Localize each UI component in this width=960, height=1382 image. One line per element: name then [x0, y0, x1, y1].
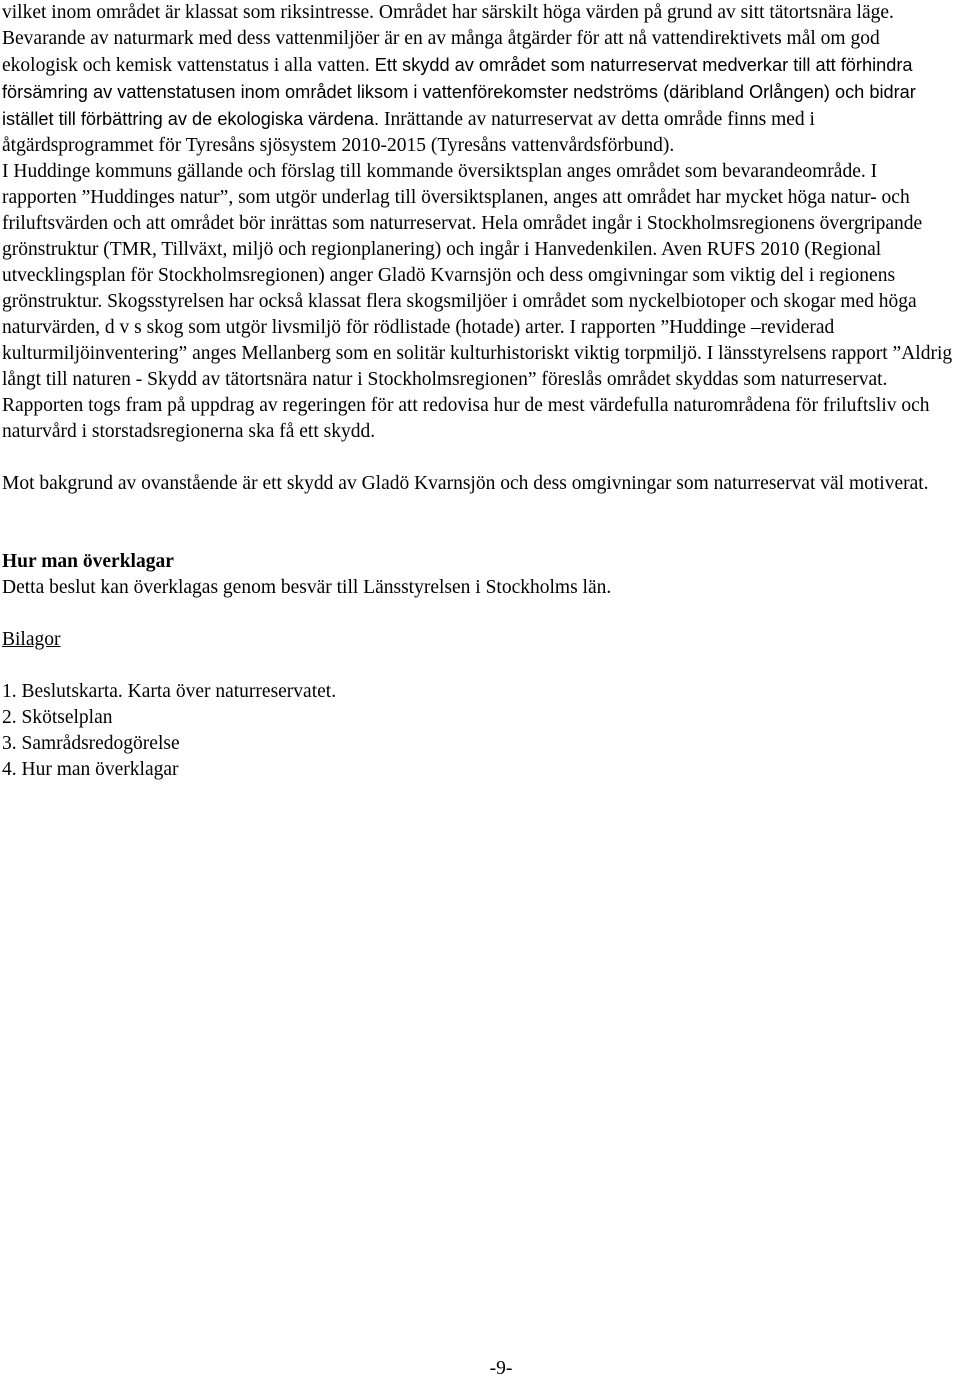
- paragraph-motivering: Mot bakgrund av ovanstående är ett skydd av Gladö Kvarnsjön och dess omgivningar som naturreservat väl motiverat.: [2, 473, 929, 494]
- paragraph-vattenmiljoer: [2, 26, 956, 159]
- page-number: -9-: [489, 1358, 513, 1379]
- document-page: [2, 0, 956, 783]
- appeal-heading: Hur man överklagar: [2, 551, 174, 572]
- attachment-item: 3. Samrådsredogörelse: [2, 733, 180, 754]
- paragraph-vattenmiljoer-lead: Bevarande av naturmark med dess vattenmiljöer är en av många åtgärder för att nå vattendirektivets mål om god ekologisk och kemisk vattenstatus i alla vatten.: [2, 28, 880, 76]
- attachment-item: 2. Skötselplan: [2, 707, 113, 728]
- attachments-heading: Bilagor: [2, 629, 61, 650]
- appeal-text: Detta beslut kan överklagas genom besvär till Länsstyrelsen i Stockholms län.: [2, 577, 612, 598]
- paragraph-vattenmiljoer-tail: Inrättande av naturreservat av detta område finns med i åtgärdsprogrammet för Tyresåns sjösystem 2010-2015 (Tyresåns vattenvårdsförbund).: [2, 109, 815, 156]
- paragraph-vattenmiljoer-sans: Ett skydd av området som naturreservat medverkar till att förhindra försämring av vattenstatusen inom området liksom i vattenförekomster nedströms (däribland Orlången) och bidrar istället till förbättring av de ekologiska värdena.: [2, 55, 916, 129]
- paragraph-riksintresse: vilket inom området är klassat som riksintresse. Området har särskilt höga värden på grund av sitt tätortsnära läge.: [2, 2, 894, 23]
- paragraph-oversiktsplan: I Huddinge kommuns gällande och förslag till kommande översiktsplan anges området som bevarandeområde. I rapporten ”Huddinges natur”, som utgör underlag till översiktsplanen, anges att området har mycket höga natur- och friluftsvärden och att området bör inrättas som naturreservat. Hela området ingår i Stockholmsregionens övergripande grönstruktur (TMR, Tillväxt, miljö och regionplanering) och ingår i Hanvedenkilen. Aven RUFS 2010 (Regional utvecklingsplan för Stockholmsregionen) anger Gladö Kvarnsjön och dess omgivningar som viktig del i regionens grönstruktur. Skogsstyrelsen har också klassat flera skogsmiljöer i området som nyckelbiotoper och skogar med höga naturvärden, d v s skog som utgör livsmiljö för rödlistade (hotade) arter. I rapporten ”Huddinge –reviderad kulturmiljöinventering” anges Mellanberg som en solitär kulturhistoriskt viktig torpmiljö. I länsstyrelsens rapport ”Aldrig långt till naturen - Skydd av tätortsnära natur i Stockholmsregionen” föreslås området skyddas som naturreservat. Rapporten togs fram på uppdrag av regeringen för att redovisa hur de mest värdefulla naturområdena för friluftsliv och naturvård i storstadsregionerna ska få ett skydd.: [2, 161, 953, 442]
- attachment-item: 1. Beslutskarta. Karta över naturreservatet.: [2, 681, 337, 702]
- attachments-list: [2, 679, 956, 783]
- attachment-item: 4. Hur man överklagar: [2, 759, 179, 780]
